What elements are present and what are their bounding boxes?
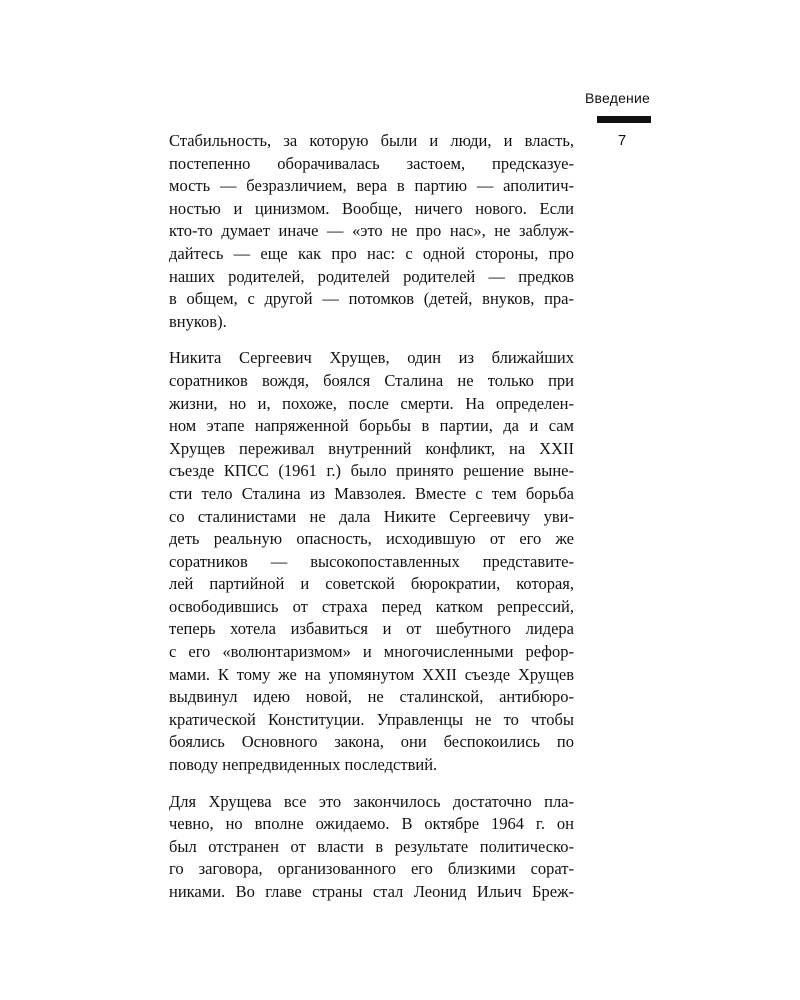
text-line: Хрущев переживал внутренний конфликт, на XXII <box>169 438 574 458</box>
text-line: жизни, но и, похоже, после смерти. На определен- <box>169 393 574 413</box>
running-head-section-title: Введение <box>585 90 650 106</box>
text-line: боялись Основного закона, они беспокоились по <box>169 732 574 752</box>
paragraph <box>169 347 574 776</box>
running-head-rule <box>597 116 651 123</box>
text-line: лей партийной и советской бюрократии, которая, <box>169 574 574 594</box>
text-line: Стабильность, за которую были и люди, и власть, <box>169 131 574 150</box>
text-line: соратников — высокопоставленных представите- <box>169 551 574 571</box>
text-line: поводу непредвиденных последствий. <box>169 755 438 775</box>
text-line: мами. К тому же на упомянутом XXII съезде Хрущев <box>169 664 574 684</box>
text-line: дайтесь — еще как про нас: с одной стороны, про <box>169 243 574 263</box>
body-text <box>169 130 574 918</box>
text-line: чевно, но вполне ожидаемо. В октябре 1964 г. он <box>169 814 574 834</box>
text-line: го заговора, организованного его близкими сорат- <box>169 859 574 879</box>
text-line: с его «волюнтаризмом» и многочисленными рефор- <box>169 642 574 662</box>
text-line: мость — безразличием, вера в партию — аполитич- <box>169 176 574 196</box>
text-line: освободившись от страха перед катком репрессий, <box>169 596 574 616</box>
text-line: постепенно оборачивалась застоем, предсказуе- <box>169 153 574 173</box>
paragraph <box>169 130 574 333</box>
text-line: Для Хрущева все это закончилось достаточно пла- <box>169 791 574 811</box>
text-line: ностью и цинизмом. Вообще, ничего нового. Если <box>169 198 574 218</box>
text-line: теперь хотела избавиться и от шебутного лидера <box>169 619 574 639</box>
text-line: внуков). <box>169 311 227 331</box>
page-number: 7 <box>617 132 627 149</box>
text-line: съезде КПСС (1961 г.) было принято решение выне- <box>169 461 574 481</box>
text-line: со сталинистами не дала Никите Сергеевичу уви- <box>169 506 574 526</box>
text-line: никами. Во главе страны стал Леонид Ильич Бреж- <box>169 882 574 901</box>
text-line: Никита Сергеевич Хрущев, один из ближайших <box>169 348 574 368</box>
text-line: ном этапе напряженной борьбы в партии, да и сам <box>169 416 574 436</box>
text-line: кто-то думает иначе — «это не про нас», не заблуж- <box>169 221 574 241</box>
text-line: был отстранен от власти в результате политическо- <box>169 836 574 856</box>
text-line: сти тело Сталина из Мавзолея. Вместе с тем борьба <box>169 483 574 503</box>
text-line: наших родителей, родителей родителей — предков <box>169 266 574 286</box>
text-line: в общем, с другой — потомков (детей, внуков, пра- <box>169 289 574 309</box>
text-line: соратников вождя, боялся Сталина не только при <box>169 370 574 390</box>
text-line: деть реальную опасность, исходившую от его же <box>169 529 574 549</box>
text-line: выдвинул идею новой, не сталинской, антибюро- <box>169 687 574 707</box>
text-line: кратической Конституции. Управленцы не то чтобы <box>169 709 574 729</box>
paragraph <box>169 791 574 904</box>
